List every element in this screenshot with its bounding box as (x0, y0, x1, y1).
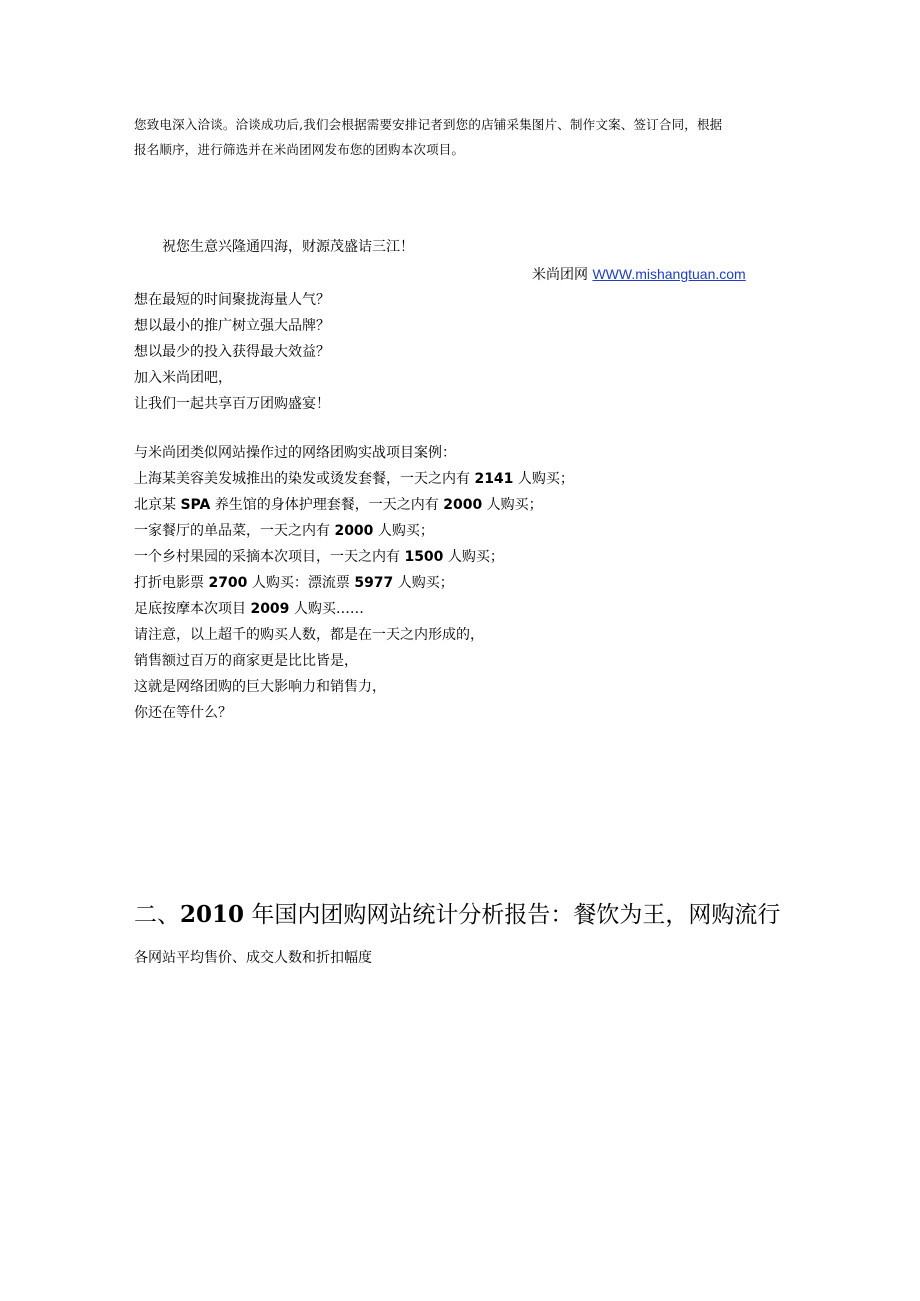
case-list-title: 与米尚团类似网站操作过的网络团购实战项目案例： (134, 445, 456, 461)
case-text: 足底按摩本次项目 (134, 601, 251, 617)
case-text: 养生馆的身体护理套餐，一天之内有 (210, 497, 444, 513)
case-count: 2000 (334, 523, 374, 539)
slogan-line: 想以最少的投入获得最大效益？ (134, 344, 330, 360)
case-text: 人购买； (393, 575, 454, 591)
case-count: 2141 (474, 471, 514, 487)
slogan-line: 让我们一起共享百万团购盛宴！ (134, 396, 330, 412)
case-count: 2700 (208, 575, 248, 591)
slogan-line: 想以最小的推广树立强大品牌？ (134, 318, 330, 334)
intro-line-2: 报名顺序，进行筛选并在米尚团网发布您的团购本次项目。 (134, 142, 465, 157)
case-text: 一个乡村果园的采摘本次项目，一天之内有 (134, 549, 405, 565)
slogan-list (134, 287, 330, 417)
case-count: 2009 (250, 601, 290, 617)
case-text: 人购买； (513, 471, 574, 487)
case-text: 人购买； (443, 549, 504, 565)
case-count: 1500 (404, 549, 444, 565)
section-heading (134, 897, 780, 933)
case-text: 人购买…… (289, 601, 364, 617)
slogan-line: 加入米尚团吧， (134, 370, 232, 386)
blessing-line: 祝您生意兴隆通四海，财源茂盛诘三江！ (162, 239, 414, 255)
case-item (134, 570, 574, 596)
intro-paragraph (134, 112, 794, 162)
case-item (134, 596, 574, 622)
heading-prefix: 二、 (134, 902, 180, 928)
case-count: 2000 (443, 497, 483, 513)
website-link[interactable]: WWW.mishangtuan.com (592, 266, 746, 282)
case-text: 人购买； (482, 497, 543, 513)
case-item (134, 518, 574, 544)
slogan-line: 想在最短的时间聚拢海量人气？ (134, 292, 330, 308)
closing-line: 你还在等什么？ (134, 705, 232, 721)
heading-text: 年国内团购网站统计分析报告：餐饮为王，网购流行 (244, 902, 781, 928)
case-item (134, 466, 574, 492)
heading-year: 2010 (180, 901, 245, 928)
case-text: 打折电影票 (134, 575, 209, 591)
signature-name: 米尚团网 (532, 267, 593, 283)
closing-line: 请注意，以上超千的购买人数，都是在一天之内形成的， (134, 627, 484, 643)
case-text: 上海某美容美发城推出的染发或烫发套餐，一天之内有 (134, 471, 475, 487)
case-count: 5977 (354, 575, 394, 591)
case-text: 人购买； (373, 523, 434, 539)
closing-line: 这就是网络团购的巨大影响力和销售力， (134, 679, 386, 695)
case-item (134, 544, 574, 570)
intro-line-1: 您致电深入洽谈。洽谈成功后,我们会根据需要安排记者到您的店铺采集图片、制作文案、签订合同，根据 (134, 117, 723, 132)
case-text: 北京某 (134, 497, 181, 513)
section-subheading: 各网站平均售价、成交人数和折扣幅度 (134, 950, 372, 966)
case-text: 人购买：漂流票 (247, 575, 355, 591)
case-list (134, 440, 574, 726)
case-item (134, 492, 574, 518)
closing-line: 销售额过百万的商家更是比比皆是， (134, 653, 358, 669)
case-text: 一家餐厅的单品菜，一天之内有 (134, 523, 335, 539)
signature (532, 263, 746, 286)
case-brand: SPA (180, 497, 211, 513)
